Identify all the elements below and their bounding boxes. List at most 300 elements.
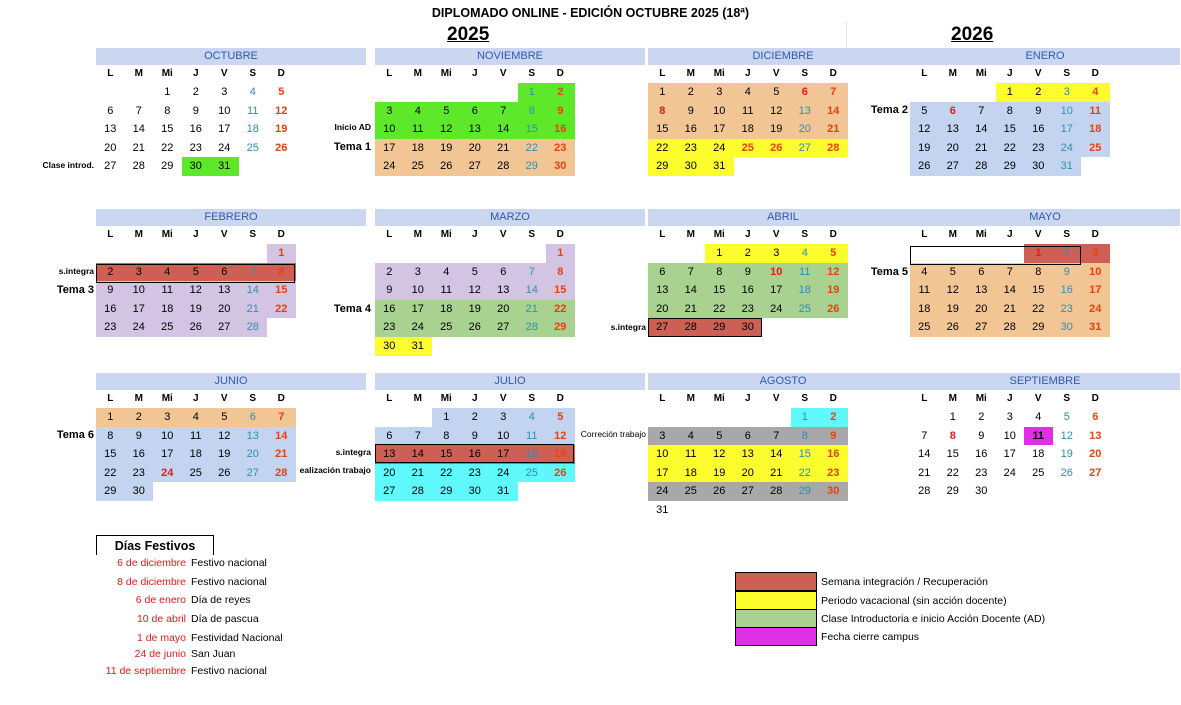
day-cell: 21 xyxy=(819,120,848,139)
day-cell: 29 xyxy=(705,318,734,337)
day-cell: 18 xyxy=(246,123,259,136)
day-cell: 20 xyxy=(939,139,968,158)
day-cell: 11 xyxy=(791,263,820,282)
day-cell: 2 xyxy=(1053,244,1082,263)
day-cell: 27 xyxy=(489,318,518,337)
day-cell: 20 xyxy=(648,300,677,319)
day-cell: 23 xyxy=(125,464,154,483)
day-cell: 26 xyxy=(182,318,211,337)
festivo-date: 8 de diciembre xyxy=(117,576,186,588)
month-grid xyxy=(910,390,1180,540)
day-cell: 29 xyxy=(432,482,461,501)
weekday-header: S xyxy=(249,68,257,79)
day-cell: 30 xyxy=(734,318,763,337)
day-cell: 26 xyxy=(432,157,461,176)
day-cell: 20 xyxy=(489,300,518,319)
weekday-header: M xyxy=(686,68,695,79)
integration-week-outline xyxy=(910,246,1081,265)
row-label: Tema 5 xyxy=(870,266,908,278)
day-cell: 28 xyxy=(404,482,433,501)
day-cell: 10 xyxy=(404,281,433,300)
day-cell: 18 xyxy=(182,445,211,464)
weekday-header: M xyxy=(134,393,143,404)
day-cell: 16 xyxy=(546,120,575,139)
weekday-header: L xyxy=(107,393,114,404)
day-cell: 22 xyxy=(1024,300,1053,319)
weekday-header: L xyxy=(921,393,928,404)
festivo-desc: Festivo nacional xyxy=(191,665,267,677)
day-cell: 27 xyxy=(734,482,763,501)
day-cell: 19 xyxy=(910,139,939,158)
weekday-header: D xyxy=(1091,393,1099,404)
day-cell: 10 xyxy=(1053,102,1082,121)
month-header: MAYO xyxy=(910,209,1180,226)
weekday-header: D xyxy=(556,393,564,404)
day-cell: 25 xyxy=(677,482,706,501)
day-cell: 27 xyxy=(967,318,996,337)
day-cell: 3 xyxy=(705,83,734,102)
day-cell: 2 xyxy=(1024,83,1053,102)
weekday-header: D xyxy=(1091,229,1099,240)
day-cell: 6 xyxy=(375,427,404,446)
day-cell: 2 xyxy=(96,263,125,282)
day-cell: 15 xyxy=(161,123,174,136)
day-cell: 14 xyxy=(132,123,145,136)
day-cell: 12 xyxy=(210,427,239,446)
day-cell: 2 xyxy=(734,244,763,263)
day-cell: 31 xyxy=(1081,318,1110,337)
row-label: Tema 3 xyxy=(56,284,94,296)
day-cell: 24 xyxy=(489,464,518,483)
day-cell: 9 xyxy=(125,427,154,446)
day-cell: 24 xyxy=(125,318,154,337)
day-cell: 24 xyxy=(1003,466,1016,479)
day-cell: 9 xyxy=(375,281,404,300)
day-cell: 5 xyxy=(819,244,848,263)
day-cell: 27 xyxy=(791,139,820,158)
day-cell: 22 xyxy=(648,139,677,158)
day-cell: 4 xyxy=(249,86,256,98)
day-cell: 21 xyxy=(918,466,931,479)
day-cell: 28 xyxy=(489,157,518,176)
day-cell: 13 xyxy=(210,281,239,300)
day-cell: 6 xyxy=(107,104,114,117)
day-cell: 15 xyxy=(518,120,547,139)
day-cell: 26 xyxy=(210,464,239,483)
day-cell: 3 xyxy=(1081,244,1110,263)
day-cell: 18 xyxy=(910,300,939,319)
day-cell: 19 xyxy=(705,464,734,483)
weekday-header: Mi xyxy=(975,393,987,404)
day-cell: 7 xyxy=(135,104,142,117)
weekday-header: L xyxy=(659,393,666,404)
day-cell: 2 xyxy=(978,411,985,423)
day-cell: 2 xyxy=(819,408,848,427)
weekday-header: Mi xyxy=(975,229,987,240)
month-grid xyxy=(375,390,645,540)
day-cell: 20 xyxy=(1089,448,1102,461)
weekday-header: M xyxy=(134,229,143,240)
weekday-header: M xyxy=(686,229,695,240)
day-cell: 25 xyxy=(518,464,547,483)
day-cell: 27 xyxy=(239,464,268,483)
day-cell: 21 xyxy=(404,464,433,483)
festivo-date: 24 de junio xyxy=(134,648,186,660)
day-cell: 25 xyxy=(153,318,182,337)
weekday-header: L xyxy=(386,393,393,404)
day-cell: 2 xyxy=(375,263,404,282)
weekday-header: L xyxy=(659,229,666,240)
day-cell: 6 xyxy=(210,263,239,282)
weekday-header: Mi xyxy=(161,229,173,240)
weekday-header: S xyxy=(249,229,257,240)
day-cell: 2 xyxy=(546,83,575,102)
day-cell: 9 xyxy=(677,102,706,121)
day-cell: 12 xyxy=(1060,429,1073,442)
weekday-header: V xyxy=(499,68,507,79)
day-cell: 28 xyxy=(239,318,268,337)
day-cell: 8 xyxy=(546,263,575,282)
festivo-row xyxy=(0,576,400,592)
day-cell: 5 xyxy=(432,102,461,121)
day-cell: 6 xyxy=(939,102,968,121)
weekday-header: Mi xyxy=(713,393,725,404)
weekday-header: M xyxy=(686,393,695,404)
day-cell: 22 xyxy=(946,466,959,479)
day-cell: 20 xyxy=(734,464,763,483)
day-cell: 6 xyxy=(239,408,268,427)
day-cell: 17 xyxy=(489,445,518,464)
weekday-header: V xyxy=(499,393,507,404)
day-cell: 5 xyxy=(278,86,285,98)
day-cell: 4 xyxy=(182,408,211,427)
day-cell: 9 xyxy=(1024,102,1053,121)
day-cell: 9 xyxy=(1053,263,1082,282)
day-cell: 23 xyxy=(677,139,706,158)
day-cell: 14 xyxy=(404,445,433,464)
festivo-row xyxy=(0,632,400,648)
day-cell: 1 xyxy=(705,244,734,263)
day-cell: 8 xyxy=(996,102,1025,121)
day-cell: 25 xyxy=(734,139,763,158)
day-cell: 30 xyxy=(975,485,988,498)
weekday-header: J xyxy=(744,68,751,79)
day-cell: 20 xyxy=(375,464,404,483)
day-cell: 20 xyxy=(967,300,996,319)
day-cell: 3 xyxy=(1006,411,1013,423)
day-cell: 8 xyxy=(949,429,956,442)
day-cell: 16 xyxy=(1053,281,1082,300)
weekday-header: Mi xyxy=(161,68,173,79)
row-label: Tema 1 xyxy=(333,141,371,153)
day-cell: 25 xyxy=(404,157,433,176)
weekday-header: L xyxy=(386,68,393,79)
day-cell: 1 xyxy=(791,408,820,427)
day-cell: 13 xyxy=(791,102,820,121)
day-cell: 13 xyxy=(104,123,117,136)
day-cell: 26 xyxy=(910,157,939,176)
day-cell: 13 xyxy=(939,120,968,139)
weekday-header: V xyxy=(1034,68,1042,79)
weekday-header: S xyxy=(249,393,257,404)
day-cell: 31 xyxy=(404,337,433,356)
day-cell: 15 xyxy=(267,281,296,300)
day-cell: 15 xyxy=(96,445,125,464)
day-cell: 17 xyxy=(762,281,791,300)
month-grid xyxy=(648,226,918,376)
month-header: OCTUBRE xyxy=(96,48,366,65)
day-cell: 12 xyxy=(461,281,490,300)
day-cell: 10 xyxy=(153,427,182,446)
day-cell: 22 xyxy=(432,464,461,483)
day-cell: 5 xyxy=(939,263,968,282)
day-cell: 8 xyxy=(648,102,677,121)
day-cell: 31 xyxy=(489,482,518,501)
weekday-header: M xyxy=(948,68,957,79)
weekday-header: J xyxy=(471,393,478,404)
day-cell: 27 xyxy=(939,157,968,176)
day-cell: 31 xyxy=(1053,157,1082,176)
row-label: s.integra xyxy=(335,447,371,457)
day-cell: 1 xyxy=(432,408,461,427)
day-cell: 14 xyxy=(996,281,1025,300)
weekday-header: V xyxy=(220,393,228,404)
month-header: NOVIEMBRE xyxy=(375,48,645,65)
month-octubre xyxy=(96,48,366,215)
day-cell: 15 xyxy=(996,120,1025,139)
weekday-header: J xyxy=(1006,229,1013,240)
weekday-header: S xyxy=(1063,229,1071,240)
festivos-title: Días Festivos xyxy=(96,535,214,555)
day-cell: 16 xyxy=(677,120,706,139)
month-header: FEBRERO xyxy=(96,209,366,226)
legend-swatch xyxy=(735,627,817,646)
day-cell: 7 xyxy=(677,263,706,282)
weekday-header: V xyxy=(1034,393,1042,404)
festivo-row xyxy=(0,557,400,573)
day-cell: 1 xyxy=(518,83,547,102)
row-label: Tema 2 xyxy=(870,104,908,116)
day-cell: 15 xyxy=(648,120,677,139)
day-cell: 6 xyxy=(791,83,820,102)
day-cell: 28 xyxy=(267,464,296,483)
day-cell: 26 xyxy=(546,464,575,483)
day-cell: 26 xyxy=(275,141,288,154)
day-cell: 22 xyxy=(791,464,820,483)
day-cell: 13 xyxy=(489,281,518,300)
weekday-header: S xyxy=(528,229,536,240)
day-cell: 18 xyxy=(677,464,706,483)
day-cell: 10 xyxy=(218,104,231,117)
weekday-header: Mi xyxy=(161,393,173,404)
day-cell: 12 xyxy=(432,120,461,139)
day-cell: 19 xyxy=(1060,448,1073,461)
row-label: Tema 6 xyxy=(56,429,94,441)
weekday-header: M xyxy=(948,393,957,404)
row-label: ealización trabajo xyxy=(299,465,371,475)
day-cell: 4 xyxy=(791,244,820,263)
day-cell: 8 xyxy=(96,427,125,446)
day-cell: 3 xyxy=(221,86,228,98)
day-cell: 12 xyxy=(546,427,575,446)
weekday-header: J xyxy=(1006,393,1013,404)
day-cell: 23 xyxy=(96,318,125,337)
weekday-header: D xyxy=(1091,68,1099,79)
day-cell: 28 xyxy=(677,318,706,337)
day-cell: 16 xyxy=(96,300,125,319)
day-cell: 31 xyxy=(656,504,669,516)
day-cell: 24 xyxy=(762,300,791,319)
weekday-header: M xyxy=(134,68,143,79)
day-cell: 21 xyxy=(239,300,268,319)
weekday-header: Mi xyxy=(440,393,452,404)
weekday-header: V xyxy=(772,68,780,79)
day-cell: 3 xyxy=(375,102,404,121)
day-cell: 14 xyxy=(267,427,296,446)
legend-label: Periodo vacacional (sin acción docente) xyxy=(821,595,1007,607)
day-cell: 6 xyxy=(489,263,518,282)
weekday-header: M xyxy=(413,393,422,404)
day-cell: 11 xyxy=(432,281,461,300)
weekday-header: Mi xyxy=(713,68,725,79)
day-cell: 15 xyxy=(546,281,575,300)
day-cell: 3 xyxy=(125,263,154,282)
day-cell: 18 xyxy=(518,445,547,464)
day-cell: 18 xyxy=(432,300,461,319)
day-cell: 7 xyxy=(967,102,996,121)
day-cell: 5 xyxy=(910,102,939,121)
day-cell: 1 xyxy=(648,83,677,102)
day-cell: 8 xyxy=(791,427,820,446)
day-cell: 19 xyxy=(461,300,490,319)
day-cell: 17 xyxy=(375,139,404,158)
day-cell: 25 xyxy=(432,318,461,337)
day-cell: 19 xyxy=(432,139,461,158)
day-cell: 11 xyxy=(910,281,939,300)
day-cell: 6 xyxy=(648,263,677,282)
day-cell: 8 xyxy=(518,102,547,121)
day-cell: 8 xyxy=(432,427,461,446)
weekday-header: J xyxy=(471,229,478,240)
day-cell: 12 xyxy=(275,104,288,117)
day-cell: 20 xyxy=(791,120,820,139)
day-cell: 18 xyxy=(1032,448,1045,461)
day-cell: 7 xyxy=(819,83,848,102)
day-cell: 23 xyxy=(1024,139,1053,158)
day-cell: 17 xyxy=(1003,448,1016,461)
day-cell: 27 xyxy=(461,157,490,176)
day-cell: 30 xyxy=(182,157,211,176)
day-cell: 25 xyxy=(1032,466,1045,479)
weekday-header: D xyxy=(277,393,285,404)
month-grid xyxy=(96,226,366,376)
day-cell: 15 xyxy=(432,445,461,464)
day-cell: 16 xyxy=(1024,120,1053,139)
day-cell: 25 xyxy=(246,141,259,154)
legend-swatch xyxy=(735,591,817,610)
festivo-desc: Festividad Nacional xyxy=(191,632,283,644)
day-cell: 21 xyxy=(267,445,296,464)
weekday-header: J xyxy=(192,229,199,240)
day-cell: 13 xyxy=(461,120,490,139)
day-cell: 23 xyxy=(546,139,575,158)
row-label: Inicio AD xyxy=(334,122,371,132)
day-cell: 24 xyxy=(1053,139,1082,158)
day-cell: 17 xyxy=(125,300,154,319)
row-label: s.integra xyxy=(610,322,646,332)
day-cell: 4 xyxy=(1081,83,1110,102)
day-cell: 29 xyxy=(791,482,820,501)
weekday-header: Mi xyxy=(440,229,452,240)
weekday-header: J xyxy=(192,68,199,79)
day-cell: 14 xyxy=(918,448,931,461)
day-cell: 28 xyxy=(518,318,547,337)
day-cell: 21 xyxy=(489,139,518,158)
weekday-header: L xyxy=(386,229,393,240)
month-junio xyxy=(96,373,366,540)
festivo-desc: San Juan xyxy=(191,648,236,660)
weekday-header: S xyxy=(801,393,809,404)
month-grid xyxy=(648,390,918,540)
integration-week-outline xyxy=(375,444,574,463)
day-cell: 16 xyxy=(461,445,490,464)
day-cell: 11 xyxy=(734,102,763,121)
weekday-header: L xyxy=(659,68,666,79)
day-cell: 4 xyxy=(518,408,547,427)
month-header: ENERO xyxy=(910,48,1180,65)
day-cell: 27 xyxy=(210,318,239,337)
day-cell: 19 xyxy=(546,445,575,464)
day-cell: 16 xyxy=(125,445,154,464)
day-cell: 25 xyxy=(910,318,939,337)
day-cell: 31 xyxy=(705,157,734,176)
day-cell: 9 xyxy=(461,427,490,446)
day-cell: 30 xyxy=(1053,318,1082,337)
weekday-header: M xyxy=(948,229,957,240)
day-cell: 18 xyxy=(791,281,820,300)
day-cell: 6 xyxy=(967,263,996,282)
weekday-header: J xyxy=(471,68,478,79)
day-cell: 26 xyxy=(762,139,791,158)
month-mayo xyxy=(910,209,1180,376)
row-label: Correción trabajo xyxy=(580,429,646,439)
day-cell: 28 xyxy=(918,485,931,498)
day-cell: 23 xyxy=(1053,300,1082,319)
day-cell: 13 xyxy=(967,281,996,300)
day-cell: 29 xyxy=(996,157,1025,176)
day-cell: 19 xyxy=(275,123,288,136)
day-cell: 9 xyxy=(819,427,848,446)
day-cell: 29 xyxy=(546,318,575,337)
day-cell: 7 xyxy=(239,263,268,282)
weekday-header: Mi xyxy=(975,68,987,79)
month-header: SEPTIEMBRE xyxy=(910,373,1180,390)
day-cell: 15 xyxy=(705,281,734,300)
year-2026: 2026 xyxy=(951,24,994,45)
day-cell: 30 xyxy=(1024,157,1053,176)
day-cell: 26 xyxy=(939,318,968,337)
weekday-header: D xyxy=(829,229,837,240)
day-cell: 4 xyxy=(677,427,706,446)
day-cell: 2 xyxy=(677,83,706,102)
day-cell: 23 xyxy=(375,318,404,337)
day-cell: 11 xyxy=(1024,427,1053,446)
day-cell: 9 xyxy=(978,429,985,442)
day-cell: 30 xyxy=(819,482,848,501)
day-cell: 24 xyxy=(153,464,182,483)
day-cell: 1 xyxy=(164,86,171,98)
month-enero xyxy=(910,48,1180,215)
